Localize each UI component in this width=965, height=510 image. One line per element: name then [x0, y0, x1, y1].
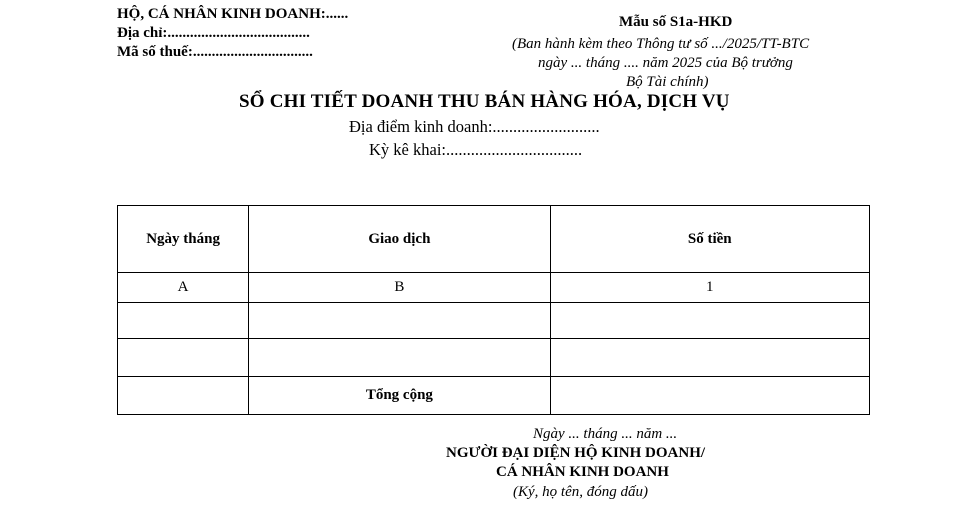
table-cell: [550, 339, 869, 377]
business-tax-code-field: Mã số thuế:................................: [117, 44, 313, 60]
business-address-field: Địa chỉ:......................................: [117, 25, 310, 41]
signature-note: (Ký, họ tên, đóng dấu): [513, 484, 648, 500]
total-row-empty-cell: [118, 377, 249, 415]
column-code-date: A: [118, 273, 249, 303]
form-issued-with: (Ban hành kèm theo Thông tư số .../2025/TT-BTC: [512, 36, 810, 52]
table-row: [118, 339, 870, 377]
column-header-date: Ngày tháng: [118, 206, 249, 273]
table-cell: [118, 339, 249, 377]
document-title: SỔ CHI TIẾT DOANH THU BÁN HÀNG HÓA, DỊCH VỤ: [239, 91, 730, 112]
table-header-row: [118, 206, 870, 273]
signature-date-line: Ngày ... tháng ... năm ...: [533, 426, 678, 442]
total-amount-cell: [550, 377, 869, 415]
column-header-transaction: Giao dịch: [249, 206, 550, 273]
table-row: [118, 303, 870, 339]
form-code: Mẫu số S1a-HKD: [619, 14, 733, 30]
column-code-transaction: B: [249, 273, 550, 303]
form-ministry: Bộ Tài chính): [626, 74, 709, 90]
revenue-ledger-table: [117, 205, 870, 415]
table-cell: [118, 303, 249, 339]
table-cell: [249, 339, 550, 377]
form-date-line: ngày ... tháng .... năm 2025 của Bộ trưởng: [538, 55, 793, 71]
table-cell: [249, 303, 550, 339]
business-name-field: HỘ, CÁ NHÂN KINH DOANH:......: [117, 6, 349, 22]
total-label: Tổng cộng: [249, 377, 550, 415]
column-header-amount: Số tiền: [550, 206, 869, 273]
declaration-period-field: Kỳ kê khai:.................................: [369, 140, 583, 159]
signature-representative-line2: CÁ NHÂN KINH DOANH: [496, 464, 669, 480]
table-cell: [550, 303, 869, 339]
total-row: [118, 377, 870, 415]
signature-representative-line1: NGƯỜI ĐẠI DIỆN HỘ KINH DOANH/: [446, 445, 706, 461]
column-code-row: [118, 273, 870, 303]
business-place-field: Địa điểm kinh doanh:..........................: [349, 117, 600, 136]
column-code-amount: 1: [550, 273, 869, 303]
